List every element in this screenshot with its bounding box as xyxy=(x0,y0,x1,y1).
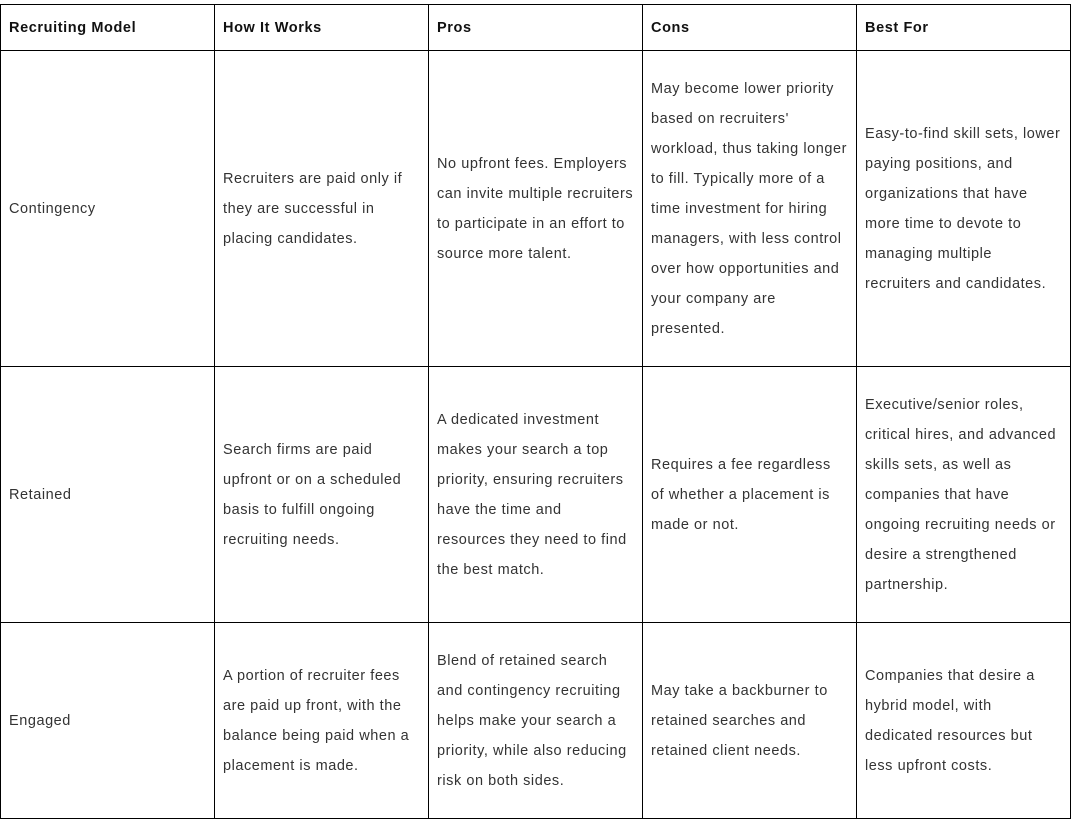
cell-best-for: Easy-to-find skill sets, lower paying positions, and organizations that have more time to devote to managing multiple recruiters and candidates. xyxy=(857,51,1071,367)
table-row xyxy=(1,623,1071,819)
recruiting-models-table xyxy=(0,4,1071,819)
cell-cons: May become lower priority based on recruiters' workload, thus taking longer to fill. Typically more of a time investment for hiring managers, with less control over how opportunities and your company are presented. xyxy=(643,51,857,367)
cell-model: Retained xyxy=(1,367,215,623)
cell-cons: Requires a fee regardless of whether a placement is made or not. xyxy=(643,367,857,623)
cell-best-for: Companies that desire a hybrid model, with dedicated resources but less upfront costs. xyxy=(857,623,1071,819)
header-cons: Cons xyxy=(643,5,857,51)
cell-cons: May take a backburner to retained searches and retained client needs. xyxy=(643,623,857,819)
table-row xyxy=(1,367,1071,623)
cell-pros: Blend of retained search and contingency recruiting helps make your search a priority, while also reducing risk on both sides. xyxy=(429,623,643,819)
header-how-it-works: How It Works xyxy=(215,5,429,51)
cell-how-it-works: Search firms are paid upfront or on a scheduled basis to fulfill ongoing recruiting needs. xyxy=(215,367,429,623)
cell-how-it-works: A portion of recruiter fees are paid up front, with the balance being paid when a placement is made. xyxy=(215,623,429,819)
header-pros: Pros xyxy=(429,5,643,51)
cell-model: Contingency xyxy=(1,51,215,367)
cell-best-for: Executive/senior roles, critical hires, and advanced skills sets, as well as companies that have ongoing recruiting needs or desire a strengthened partnership. xyxy=(857,367,1071,623)
table-row xyxy=(1,51,1071,367)
cell-how-it-works: Recruiters are paid only if they are successful in placing candidates. xyxy=(215,51,429,367)
cell-pros: No upfront fees. Employers can invite multiple recruiters to participate in an effort to source more talent. xyxy=(429,51,643,367)
header-best-for: Best For xyxy=(857,5,1071,51)
cell-pros: A dedicated investment makes your search a top priority, ensuring recruiters have the time and resources they need to find the best match. xyxy=(429,367,643,623)
header-row xyxy=(1,5,1071,51)
header-recruiting-model: Recruiting Model xyxy=(1,5,215,51)
cell-model: Engaged xyxy=(1,623,215,819)
